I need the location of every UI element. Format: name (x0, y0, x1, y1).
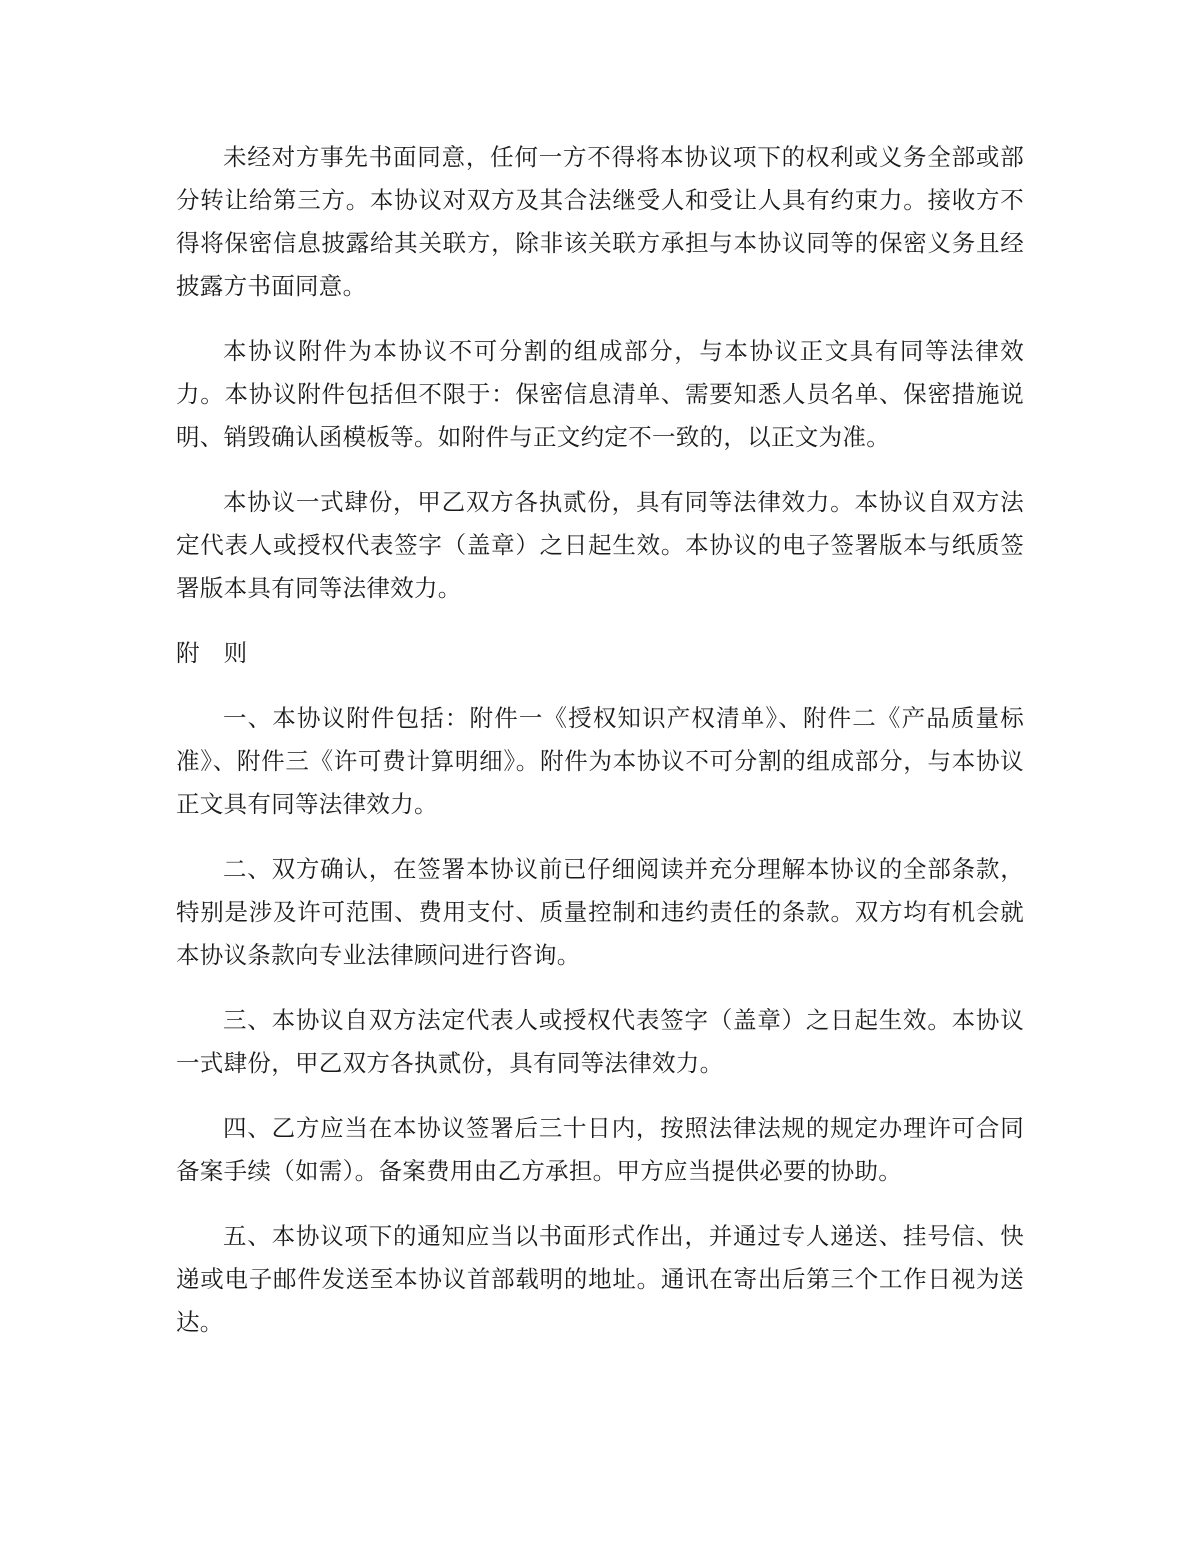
section-heading: 附 则 (176, 639, 248, 667)
clause-4: 四、乙方应当在本协议签署后三十日内，按照法律法规的规定办理许可合同备案手续（如需）。备案费用由乙方承担。甲方应当提供必要的协助。 (176, 1114, 1024, 1185)
clause-2: 二、双方确认，在签署本协议前已仔细阅读并充分理解本协议的全部条款，特别是涉及许可范围、费用支付、质量控制和违约责任的条款。双方均有机会就本协议条款向专业法律顾问进行咨询。 (176, 855, 1024, 969)
clause-5: 五、本协议项下的通知应当以书面形式作出，并通过专人递送、挂号信、快递或电子邮件发送至本协议首部载明的地址。通讯在寄出后第三个工作日视为送达。 (176, 1222, 1024, 1336)
paragraph-annex: 本协议附件为本协议不可分割的组成部分，与本协议正文具有同等法律效力。本协议附件包括但不限于：保密信息清单、需要知悉人员名单、保密措施说明、销毁确认函模板等。如附件与正文约定不一致的，以正文为准。 (176, 337, 1024, 451)
clause-1: 一、本协议附件包括：附件一《授权知识产权清单》、附件二《产品质量标准》、附件三《许可费计算明细》。附件为本协议不可分割的组成部分，与本协议正文具有同等法律效力。 (176, 704, 1024, 818)
paragraph-counterparts: 本协议一式肆份，甲乙双方各执贰份，具有同等法律效力。本协议自双方法定代表人或授权代表签字（盖章）之日起生效。本协议的电子签署版本与纸质签署版本具有同等法律效力。 (176, 488, 1024, 602)
paragraph-assignment: 未经对方事先书面同意，任何一方不得将本协议项下的权利或义务全部或部分转让给第三方。本协议对双方及其合法继受人和受让人具有约束力。接收方不得将保密信息披露给其关联方，除非该关联方承担与本协议同等的保密义务且经披露方书面同意。 (176, 143, 1024, 300)
clause-3: 三、本协议自双方法定代表人或授权代表签字（盖章）之日起生效。本协议一式肆份，甲乙双方各执贰份，具有同等法律效力。 (176, 1006, 1024, 1077)
